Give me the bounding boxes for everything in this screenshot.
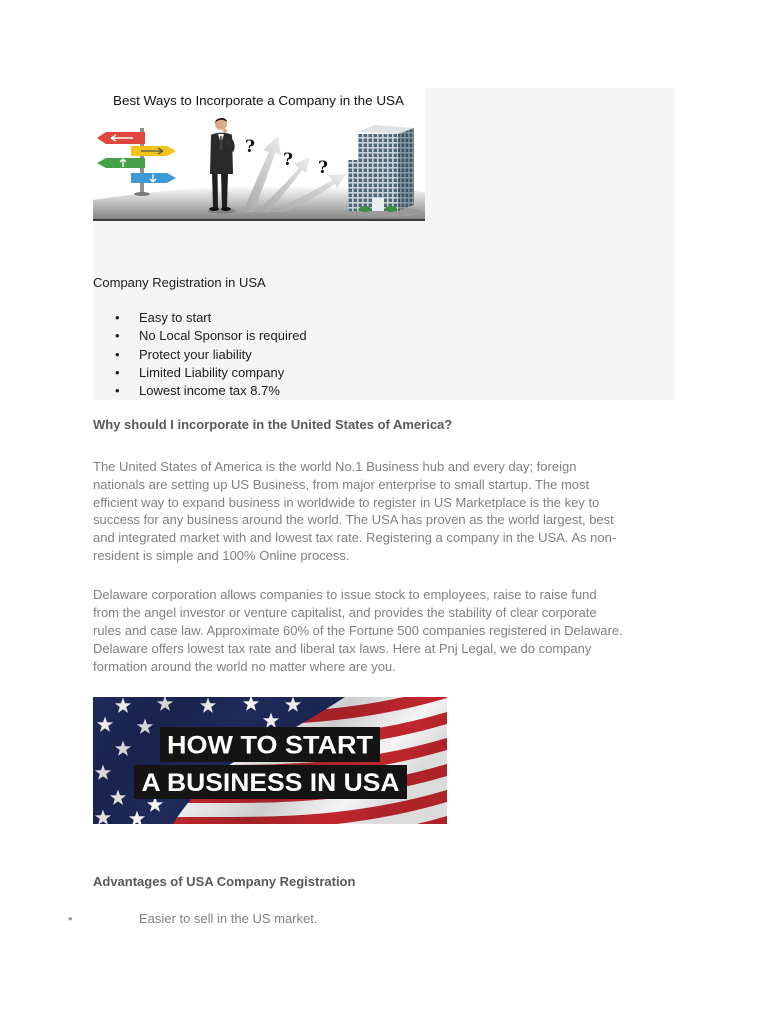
flag-title-line-1: HOW TO START	[167, 731, 373, 760]
list-item	[93, 327, 413, 345]
registration-list	[93, 309, 413, 400]
paragraph-line: and integrated market with and lowest tax rate. Registering a company in the USA. As non-	[93, 530, 617, 546]
list-item-text: Easy to start	[139, 310, 212, 325]
banner-bottom-edge	[93, 219, 425, 221]
signpost-base	[134, 192, 150, 196]
registration-heading: Company Registration in USA	[93, 275, 266, 290]
paragraph-line: Delaware corporation allows companies to issue stock to employees, raise to raise fund	[93, 587, 597, 602]
flag-title-line-2: A BUSINESS IN USA	[141, 769, 400, 797]
paragraph-line: from the angel investor or venture capitalist, and provides the stability of clear corporate	[93, 605, 597, 620]
businessman-shoe	[209, 207, 219, 211]
banner-title: Best Ways to Incorporate a Company in the USA	[113, 93, 405, 108]
paragraph-line: rules and case law. Approximate 60% of the Fortune 500 companies registered in Delaware.	[93, 623, 623, 638]
paragraph-us-business-hub	[93, 458, 616, 565]
flag-illustration	[93, 697, 447, 824]
question-mark: ?	[318, 158, 328, 178]
question-mark: ?	[245, 137, 255, 157]
bullet-icon: •	[115, 383, 120, 398]
list-item	[93, 382, 413, 400]
businessman-leg	[221, 172, 228, 208]
building-shrub	[359, 206, 371, 212]
paragraph-line: nationals are setting up US Business, from major enterprise to small startup. The most	[93, 476, 590, 492]
building-shrub	[385, 206, 397, 212]
paragraph-line: Delaware offers lowest tax rate and liberal tax laws. Here at Pnj Legal, we do company	[93, 641, 592, 656]
businessman-shoe	[221, 207, 231, 211]
list-item-text: Protect your liability	[139, 346, 252, 362]
building-entrance	[372, 198, 384, 211]
bullet-icon: •	[68, 911, 73, 926]
paragraph-line: success for any business around the world. The USA has proven as the world largest, best	[93, 512, 614, 528]
banner-image	[93, 88, 425, 221]
paragraph-line: efficient way to expand business in worldwide to register in US Marketplace is the key to	[93, 494, 600, 510]
list-item-text: No Local Sponsor is required	[139, 328, 307, 344]
bullet-icon: •	[115, 328, 120, 344]
paragraph-line: The United States of America is the world No.1 Business hub and every day; foreign	[93, 459, 577, 474]
businessman-hand	[223, 129, 227, 133]
list-item	[93, 346, 413, 364]
bullet-icon: •	[115, 364, 120, 380]
paragraph-line: resident is simple and 100% Online process.	[93, 547, 350, 563]
list-item	[93, 309, 413, 327]
list-item-text: Limited Liability company	[139, 364, 285, 380]
advantages-list-item: Easier to sell in the US market.	[139, 911, 318, 926]
paragraph-line: formation around the world no matter where are you.	[93, 659, 396, 674]
list-item	[93, 364, 413, 382]
flag-image	[93, 697, 447, 824]
advantages-heading: Advantages of USA Company Registration	[93, 874, 356, 889]
building-side	[398, 128, 414, 211]
businessman-leg	[212, 172, 218, 208]
paragraph-delaware	[93, 586, 623, 676]
bullet-icon: •	[115, 346, 120, 362]
banner-illustration	[93, 88, 425, 221]
list-item-text: Lowest income tax 8.7%	[139, 383, 280, 398]
why-heading: Why should I incorporate in the United States of America?	[93, 417, 453, 432]
bullet-icon: •	[115, 310, 120, 325]
question-mark: ?	[283, 150, 293, 170]
green-sign-arrow	[97, 158, 145, 168]
